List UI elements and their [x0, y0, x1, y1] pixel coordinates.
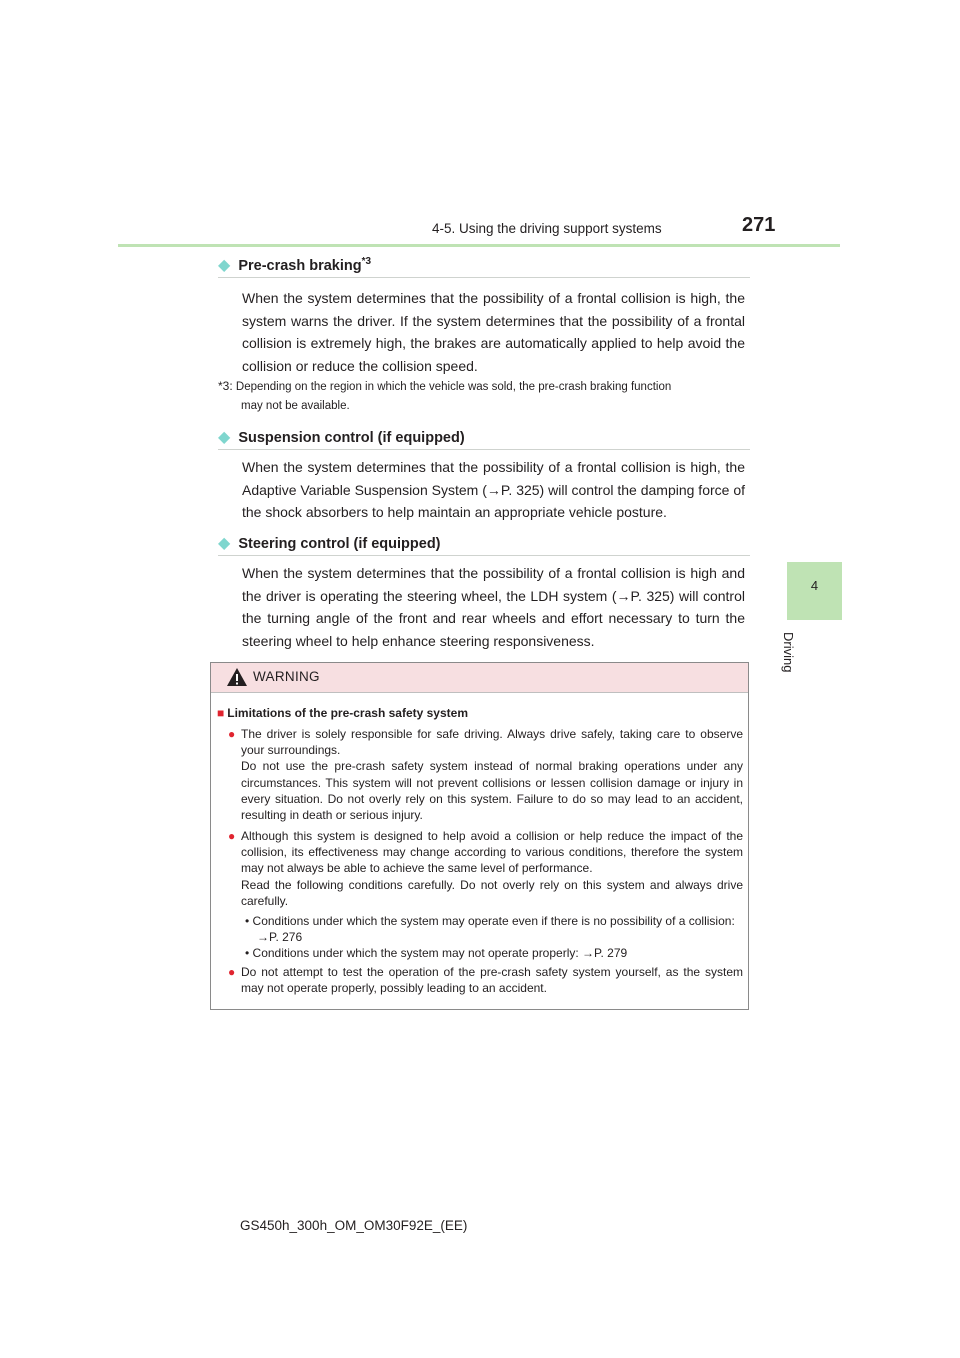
warning-item — [228, 726, 743, 823]
section-rule — [218, 277, 750, 278]
bullet-icon: ● — [228, 727, 236, 741]
warning-item — [228, 964, 743, 996]
bullet-icon: ● — [228, 829, 236, 843]
diamond-icon: ◆ — [218, 535, 231, 552]
warning-item-text: The driver is solely responsible for safe driving. Always drive safely, taking care to observe your surroundings. — [241, 727, 743, 758]
warning-item-text: Although this system is designed to help avoid a collision or help reduce the impact of the collision, its effectiveness may change according to various conditions, therefore the system may not always be able to achieve the same level of performance. — [241, 829, 743, 876]
warning-sub-list — [245, 913, 745, 962]
section-title: Suspension control (if equipped) — [238, 430, 465, 446]
warning-heading — [217, 706, 468, 720]
warning-sub-item: • Conditions under which the system may not operate properly: →P. 279 — [245, 946, 628, 961]
section-body: When the system determines that the possibility of a frontal collision is high and the driver is operating the steering wheel, the LDH system (→P. 325) will control the turning angle of the front and rear wheels and effort necessary to turn the steering wheel to help enhance steering responsiveness. — [242, 565, 745, 649]
chapter-label — [778, 632, 800, 712]
warning-item-text: Do not attempt to test the operation of the pre-crash safety system yourself, as the system may not operate properly, possibly leading to an accident. — [241, 965, 743, 996]
header-rule — [118, 244, 840, 247]
page-number: 271 — [742, 214, 776, 236]
footnote-line1: Depending on the region in which the vehicle was sold, the pre-crash braking function — [235, 381, 672, 393]
footnote-ref: *3 — [361, 256, 372, 268]
running-header-title: 4-5. Using the driving support systems — [432, 221, 662, 236]
diamond-icon: ◆ — [218, 429, 231, 446]
section-title: Steering control (if equipped) — [238, 536, 441, 552]
section-title: Pre-crash braking — [238, 258, 362, 274]
footnote-line2: may not be available. — [241, 400, 350, 412]
warning-item — [228, 828, 743, 909]
bullet-icon: ● — [228, 965, 236, 979]
section-heading-suspension-control — [218, 427, 465, 447]
section-heading-steering-control — [218, 533, 441, 553]
section-rule — [218, 449, 750, 450]
section-body: When the system determines that the possibility of a frontal collision is high, the Adaptive Variable Suspension System (→P. 325) will control the damping force of the shock absorbers to help maintain an appropriate vehicle posture. — [242, 459, 745, 520]
warning-sub-item: • Conditions under which the system may operate even if there is no possibility of a collision: →P. 276 — [245, 914, 735, 945]
chapter-label-text: Driving — [781, 632, 796, 673]
section-body: When the system determines that the possibility of a frontal collision is high, the system warns the driver. If the system determines that the possibility of a frontal collision is extremely high, the brakes are automatically applied to help avoid the collision or reduce the collision speed. — [242, 290, 745, 374]
warning-triangle-icon — [226, 667, 248, 687]
warning-item-text: Read the following conditions carefully. Do not overly rely on this system and always drive carefully. — [241, 877, 743, 908]
warning-heading-text: Limitations of the pre-crash safety system — [227, 706, 468, 720]
footnote-mark: *3: — [218, 379, 233, 393]
diamond-icon: ◆ — [218, 257, 231, 274]
footer-model-code: GS450h_300h_OM_OM30F92E_(EE) — [240, 1218, 468, 1233]
warning-title: WARNING — [253, 669, 320, 684]
section-rule — [218, 555, 750, 556]
footnote — [218, 377, 746, 416]
warning-item-text: Do not use the pre-crash safety system instead of normal braking operations under any circumstances. This system will not prevent collisions or lessen collision damage or injury in every situation. Do not overly rely on this system. Failure to do so may lead to an accident, resulting in death or serious injury. — [241, 759, 743, 823]
chapter-number: 4 — [810, 578, 819, 593]
square-bullet-icon: ■ — [217, 706, 225, 720]
section-heading-pre-crash-braking — [218, 255, 371, 275]
